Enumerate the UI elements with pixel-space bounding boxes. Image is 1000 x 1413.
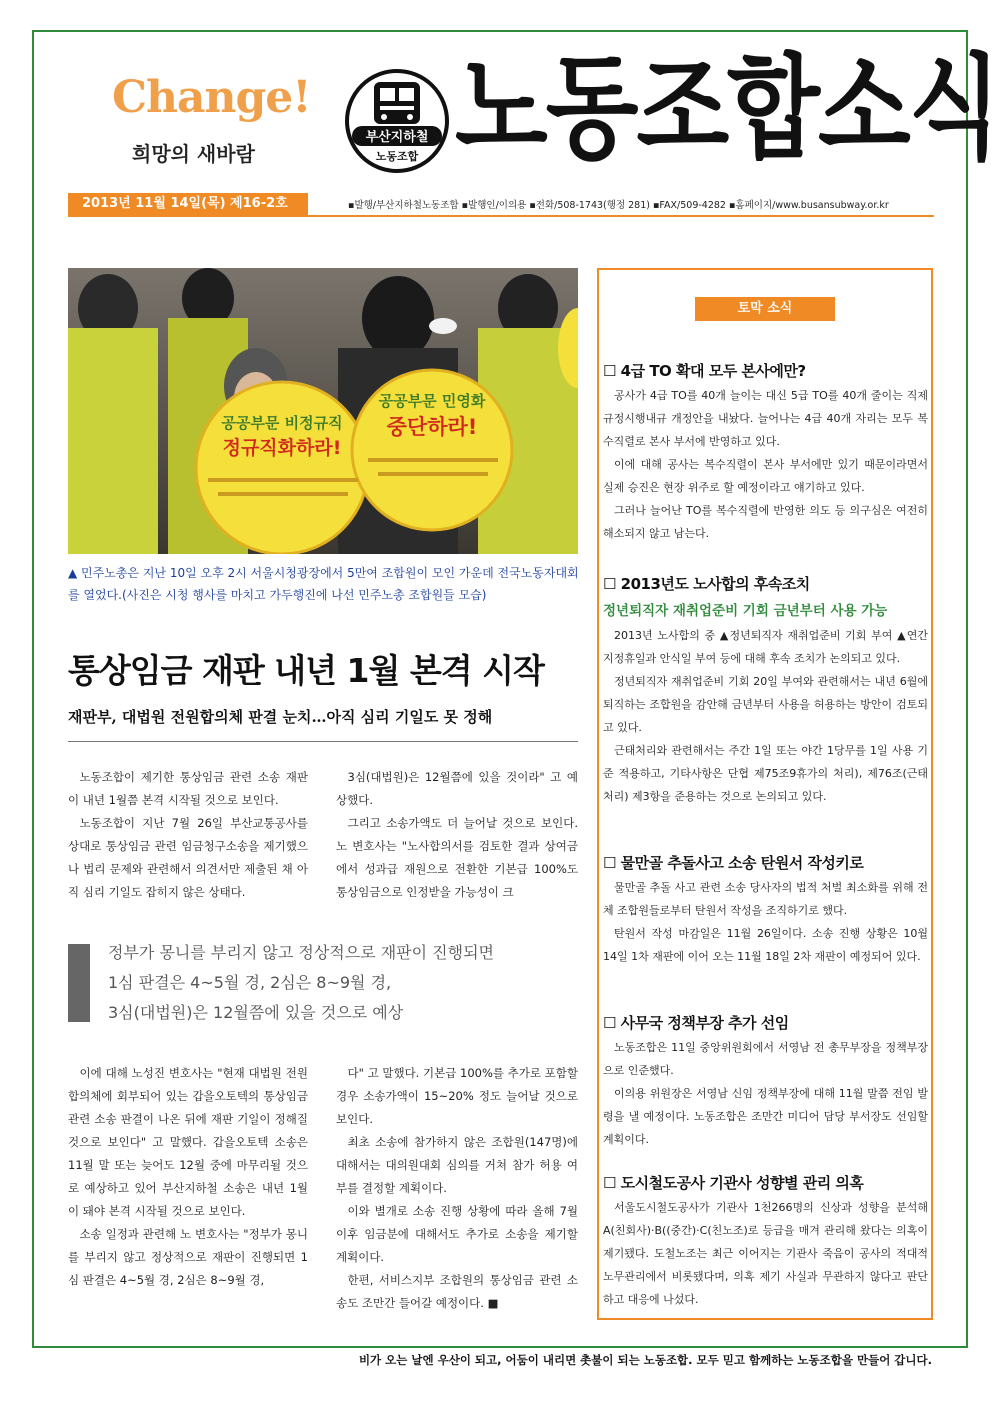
footer-slogan: 비가 오는 날엔 우산이 되고, 어둠이 내리면 촛불이 되는 노동조합. 모두 믿고 함께하는 노동조합을 만들어 갑니다. (358, 1353, 932, 1367)
sidebar-item-body (603, 624, 928, 808)
sidebar-item-body (603, 1036, 928, 1151)
article-subhead: 재판부, 대법원 전원합의체 판결 눈치…아직 심리 기일도 못 정해 (68, 708, 493, 726)
sidebar-item-head: ☐ 사무국 정책부장 추가 선임 (603, 1014, 789, 1032)
paragraph: 3심(대법원)은 12월쯤에 있을 것이라" 고 예상했다. (336, 770, 578, 807)
paragraph: 공사가 4급 TO를 40개 늘이는 대신 5급 TO를 40개 줄이는 직제규정시행내규 개정안을 내놨다. 늘어나는 4급 40개 자리는 모두 복수직렬로 본사 부서에 반영하고 있다. (603, 389, 928, 448)
sidebar-item-head: ☐ 4급 TO 확대 모두 본사에만? (603, 362, 806, 380)
sidebar-item (603, 1012, 928, 1151)
issue-date: 2013년 11월 14일(목) 제16-2호 (68, 193, 308, 215)
photo-caption: ▲ 민주노총은 지난 10일 오후 2시 서울시청광장에서 5만여 조합원이 모인 가운데 전국노동자대회를 열었다.(사진은 시청 행사를 마치고 가두행진에 나선 민주노총 조합원들 모습) (68, 566, 579, 602)
paragraph: 소송 일정과 관련해 노 변호사는 "정부가 몽니를 부리지 않고 정상적으로 재판이 진행되면 1심 판결은 4~5월 경, 2심은 8~9월 경, (68, 1227, 308, 1287)
paragraph: 2013년 노사합의 중 ▲정년퇴직자 재취업준비 기회 부여 ▲연간 지정휴일과 안식일 부여 등에 대해 후속 조치가 논의되고 있다. (603, 629, 928, 665)
sidebar-item-body (603, 876, 928, 968)
pull-quote-line: 정부가 몽니를 부리지 않고 정상적으로 재판이 진행되면 (108, 943, 495, 962)
paragraph: 정년퇴직자 재취업준비 기회 20일 부여와 관련해서는 내년 6월에 퇴직하는 조합원을 감안해 금년부터 사용을 허용하는 방안이 검토되고 있다. (603, 675, 928, 734)
publisher-info: ▪발행/부산지하철노동조합 ▪발행인/이의용 ▪전화/508-1743(행정 281) ▪FAX/509-4282 ▪홈페이지/www.busansubway.or.kr (348, 200, 889, 211)
newsletter-title: 노동조합소식 (455, 41, 1000, 175)
paragraph: 최초 소송에 참가하지 않은 조합원(147명)에 대해서는 대의원대회 심의를 거쳐 참가 허용 여부를 결정할 계획이다. (336, 1135, 578, 1195)
paragraph: 근태처리와 관련해서는 주간 1일 또는 야간 1당무를 1일 사용 기준 적용하고, 기타사항은 단협 제75조9휴가의 처리), 제76조(근태처리) 제3항을 준용하는 것으로 논의되고 있다. (603, 744, 928, 803)
paragraph: 서울도시철도공사가 기관사 1천266명의 신상과 성향을 분석해 A(친회사)·B((중간)·C(친노조)로 등급을 매겨 관리해 왔다는 의혹이 제기됐다. 도철노조는 최근 이어지는 기관사 죽음이 공사의 적대적 노무관리에서 비롯됐다며, 의혹 제기 사실과 무관하지 않다고 판단하고 대응에 나섰다. (603, 1201, 928, 1306)
sidebar-item-subhead: 정년퇴직자 재취업준비 기회 금년부터 사용 가능 (603, 603, 888, 619)
sidebar-item (603, 852, 928, 968)
paragraph: 이에 대해 공사는 복수직렬이 본사 부서에만 있기 때문이라면서 실제 승진은 현장 위주로 할 예정이라고 얘기하고 있다. (603, 458, 928, 494)
article-column-a1 (68, 766, 308, 904)
paragraph: 물만골 추돌 사고 관련 소송 당사자의 법적 처벌 최소화를 위해 전체 조합원들로부터 탄원서 작성을 조직하기로 했다. (603, 881, 928, 917)
sidebar-item (603, 360, 928, 545)
article-column-a2 (336, 766, 578, 904)
sidebar-title: 토막 소식 (695, 297, 835, 321)
sign-right-line1: 공공부문 민영화 (378, 392, 486, 410)
pull-quote-line: 3심(대법원)은 12월쯤에 있을 것으로 예상 (108, 1003, 404, 1022)
sidebar-item-head: ☐ 도시철도공사 기관사 성향별 관리 의혹 (603, 1174, 864, 1192)
sidebar-item (603, 573, 928, 808)
sign-right-line2: 중단하라! (386, 415, 478, 439)
logo-line1: 부산지하철 (365, 130, 429, 145)
masthead-divider (68, 215, 934, 217)
article-column-b1 (68, 1062, 308, 1292)
paragraph: 한편, 서비스지부 조합원의 통상임금 관련 소송도 조만간 들어갈 예정이다. ■ (336, 1273, 578, 1310)
sidebar-item-head: ☐ 2013년도 노사합의 후속조치 (603, 575, 810, 593)
pull-quote-line: 1심 판결은 4~5월 경, 2심은 8~9월 경, (108, 973, 392, 992)
paragraph: 그러나 늘어난 TO를 복수직렬에 반영한 의도 등 의구심은 여전히 해소되지 않고 남는다. (603, 504, 928, 540)
paragraph: 그리고 소송가액도 더 늘어날 것으로 보인다. 노 변호사는 "노사합의서를 검토한 결과 상여금에서 성과급 재원으로 전환한 기본급 100%도 통상임금으로 인정받을 가능성이 크 (336, 816, 578, 899)
logo-line2: 노동조합 (375, 150, 419, 163)
headline-divider (68, 741, 578, 742)
change-logo: Change! (112, 72, 311, 123)
sidebar-item-body (603, 1196, 928, 1311)
paragraph: 탄원서 작성 마감일은 11월 26일이다. 소송 진행 상황은 10월 14일 1차 재판에 이어 오는 11월 18일 2차 재판이 예정되어 있다. (603, 927, 928, 963)
pull-quote-bar (68, 944, 90, 1022)
sign-left-line1: 공공부문 비정규직 (221, 414, 343, 432)
change-slogan: 희망의 새바람 (132, 142, 255, 166)
paragraph: 이에 대해 노성진 변호사는 "현재 대법원 전원합의체에 회부되어 있는 갑을오토텍의 통상임금 관련 소송 판결이 나온 뒤에 재판 기일이 정해질 것으로 보인다" 고 말했다. 갑을오토텍 소송은 11월 말 또는 늦어도 12월 중에 마무리될 것으로 예상하고 있어 부산지하철 소송은 내년 1월이 돼야 본격 시작될 것으로 보인다. (68, 1066, 308, 1218)
paragraph: 노동조합은 11일 중앙위원회에서 서영남 전 총무부장을 정책부장으로 인준했다. (603, 1041, 928, 1077)
sidebar-item (603, 1172, 928, 1311)
sidebar-item-head: ☐ 물만골 추돌사고 소송 탄원서 작성키로 (603, 854, 864, 872)
article-column-b2 (336, 1062, 578, 1315)
paragraph: 이와 별개로 소송 진행 상황에 따라 올해 7월 이후 임금분에 대해서도 추가로 소송을 제기할 계획이다. (336, 1204, 578, 1264)
paragraph: 이의용 위원장은 서영남 신임 정책부장에 대해 11월 말쯤 전임 발령을 낼 예정이다. 노동조합은 조만간 미디어 담당 부서장도 선임할 계획이다. (603, 1087, 928, 1146)
union-logo-icon (344, 68, 450, 174)
paragraph: 노동조합이 제기한 통상임금 관련 소송 재판이 내년 1월쯤 본격 시작될 것으로 보인다. (68, 770, 308, 807)
sign-left-line2: 정규직화하라! (222, 437, 342, 459)
sidebar-item-body (603, 384, 928, 545)
pull-quote (108, 938, 578, 1028)
paragraph: 다" 고 말했다. 기본급 100%를 추가로 포함할 경우 소송가액이 15~20% 정도 늘어날 것으로 보인다. (336, 1066, 578, 1126)
paragraph: 노동조합이 지난 7월 26일 부산교통공사를 상대로 통상임금 관련 임금청구소송을 제기했으나 법리 문제와 관련해서 의견서만 제출된 채 아직 심리 기일도 잡히지 않은 상태다. (68, 816, 308, 899)
rally-photo (68, 268, 578, 554)
article-headline: 통상임금 재판 내년 1월 본격 시작 (68, 651, 544, 690)
